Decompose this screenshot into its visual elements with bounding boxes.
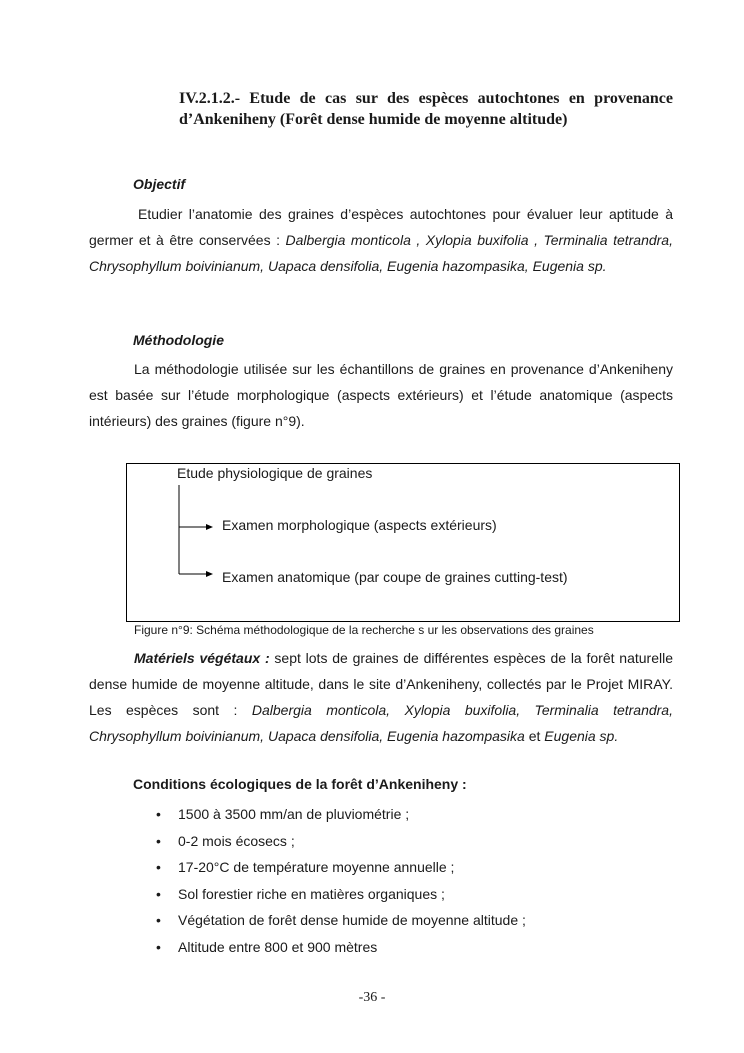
materiels-last-species: Eugenia sp.	[544, 728, 619, 744]
page-number: -36 -	[358, 990, 386, 1005]
materiels-label: Matériels végétaux :	[134, 650, 270, 666]
materiels-text: sept lots de graines de différentes espèces de la forêt naturelle dense humide de moyenne altitude, dans le site d’Ankeniheny, collectés par le Projet MIRAY. Les espèces sont :	[89, 650, 673, 718]
list-item: • Altitude entre 800 et 900 mètres	[140, 934, 526, 961]
conditions-list	[140, 801, 526, 960]
list-item: • 0-2 mois écosecs ;	[140, 828, 526, 855]
list-item: • 1500 à 3500 mm/an de pluviométrie ;	[140, 801, 526, 828]
list-item: • Végétation de forêt dense humide de moyenne altitude ;	[140, 907, 526, 934]
diagram-root-label: Etude physiologique de graines	[177, 465, 373, 481]
objectif-text: Etudier l’anatomie des graines d’espèces autochtones pour évaluer leur aptitude à germer et à être conservées :	[89, 206, 673, 248]
methodologie-title: Méthodologie	[133, 332, 224, 348]
objectif-paragraph	[89, 201, 673, 279]
objectif-title: Objectif	[133, 176, 186, 192]
list-item: • 17-20°C de température moyenne annuelle ;	[140, 854, 526, 881]
materiels-conj: et	[524, 728, 545, 744]
figure-caption: Figure n°9: Schéma méthodologique de la recherche s ur les observations des graines	[134, 623, 594, 637]
diagram-branch-anatomique: Examen anatomique (par coupe de graines cutting-test)	[222, 569, 568, 585]
objectif-species: Dalbergia monticola , Xylopia buxifolia , Terminalia tetrandra, Chrysophyllum boivinianum, Uapaca densifolia, Eugenia hazompasika, Eugenia sp.	[89, 232, 673, 274]
list-item: • Sol forestier riche en matières organiques ;	[140, 881, 526, 908]
diagram-connectors	[127, 464, 679, 621]
section-heading: IV.2.1.2.- Etude de cas sur des espèces autochtones en provenance d’Ankeniheny (Forêt dense humide de moyenne altitude)	[179, 90, 673, 128]
diagram-branch-morphologique: Examen morphologique (aspects extérieurs)	[222, 517, 497, 533]
method-diagram	[126, 463, 680, 622]
methodologie-paragraph: La méthodologie utilisée sur les échantillons de graines en provenance d’Ankeniheny est basée sur l’étude morphologique (aspects extérieurs) et l’étude anatomique (aspects intérieurs) des graines (figure n°9).	[89, 361, 673, 429]
materiels-paragraph	[89, 645, 673, 749]
materiels-species: Dalbergia monticola, Xylopia buxifolia, Terminalia tetrandra, Chrysophyllum boivinianum, Uapaca densifolia, Eugenia hazompasika	[89, 702, 673, 744]
conditions-title: Conditions écologiques de la forêt d’Ankeniheny :	[133, 776, 467, 792]
